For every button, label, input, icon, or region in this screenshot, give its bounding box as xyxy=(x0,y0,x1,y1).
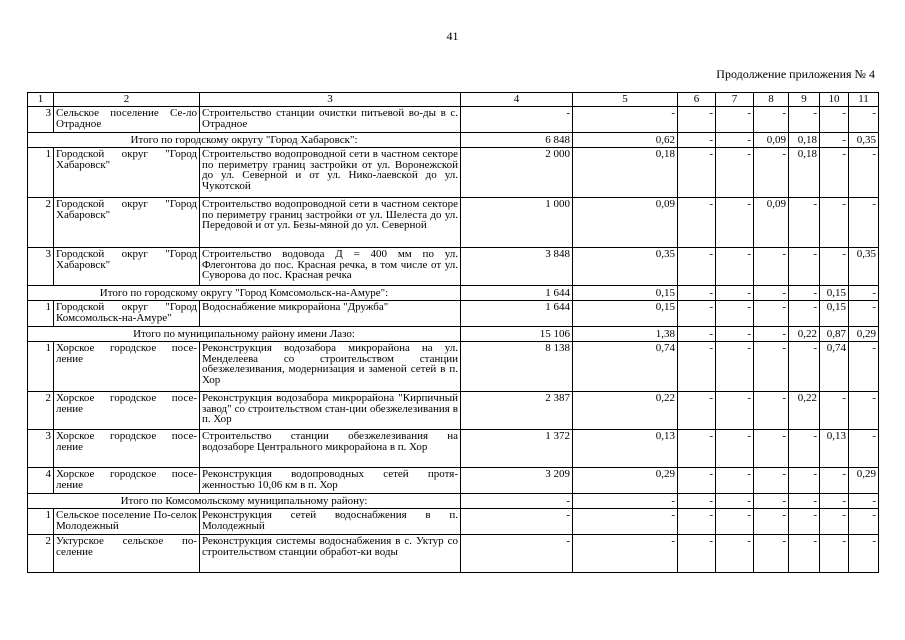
municipality-cell: Хорское городское посе-ление xyxy=(54,468,200,494)
value-cell-9: - xyxy=(789,107,820,133)
value-cell-9: 0,22 xyxy=(789,327,820,342)
subtotal-label: Итого по Комсомольскому муниципальному району: xyxy=(28,494,461,509)
value-cell-8: - xyxy=(754,301,789,327)
column-header-3: 3 xyxy=(200,93,461,107)
row-number: 1 xyxy=(28,301,54,327)
value-cell-5: - xyxy=(573,107,678,133)
value-cell-9: 0,18 xyxy=(789,148,820,198)
value-cell-4: - xyxy=(461,535,573,573)
column-header-5: 5 xyxy=(573,93,678,107)
value-cell-9: - xyxy=(789,286,820,301)
value-cell-10: 0,13 xyxy=(820,430,849,468)
row-number: 2 xyxy=(28,392,54,430)
subtotal-row xyxy=(28,494,879,509)
subtotal-row xyxy=(28,133,879,148)
value-cell-10: 0,74 xyxy=(820,342,849,392)
column-header-1: 1 xyxy=(28,93,54,107)
project-description-cell: Реконструкция сетей водоснабжения в п. Молодежный xyxy=(200,509,461,535)
row-number: 3 xyxy=(28,430,54,468)
value-cell-10: - xyxy=(820,148,849,198)
column-header-10: 10 xyxy=(820,93,849,107)
value-cell-11: - xyxy=(849,342,879,392)
value-cell-11: - xyxy=(849,430,879,468)
value-cell-4: 1 644 xyxy=(461,301,573,327)
value-cell-5: 0,22 xyxy=(573,392,678,430)
value-cell-9: - xyxy=(789,301,820,327)
column-header-9: 9 xyxy=(789,93,820,107)
value-cell-10: 0,15 xyxy=(820,286,849,301)
value-cell-10: - xyxy=(820,133,849,148)
value-cell-6: - xyxy=(678,148,716,198)
value-cell-11: 0,29 xyxy=(849,468,879,494)
value-cell-7: - xyxy=(716,148,754,198)
table-row xyxy=(28,148,879,198)
value-cell-9: - xyxy=(789,248,820,286)
value-cell-7: - xyxy=(716,468,754,494)
value-cell-9: - xyxy=(789,468,820,494)
municipality-cell: Сельское поселение По-селок Молодежный xyxy=(54,509,200,535)
value-cell-4: 1 000 xyxy=(461,198,573,248)
table-row xyxy=(28,198,879,248)
table-row xyxy=(28,301,879,327)
table-row xyxy=(28,430,879,468)
value-cell-6: - xyxy=(678,133,716,148)
value-cell-4: 3 209 xyxy=(461,468,573,494)
table-row xyxy=(28,248,879,286)
value-cell-6: - xyxy=(678,301,716,327)
table-row xyxy=(28,392,879,430)
value-cell-11: - xyxy=(849,509,879,535)
value-cell-6: - xyxy=(678,286,716,301)
project-description-cell: Строительство водовода Д = 400 мм по ул. Флегонтова до пос. Красная речка, в том числе от ул. Суворова до пос. Красная речка xyxy=(200,248,461,286)
row-number: 3 xyxy=(28,248,54,286)
municipality-cell: Городской округ "Город Комсомольск-на-Амуре" xyxy=(54,301,200,327)
table-row xyxy=(28,535,879,573)
project-description-cell: Водоснабжение микрорайона "Дружба" xyxy=(200,301,461,327)
value-cell-8: - xyxy=(754,392,789,430)
municipality-cell: Городской округ "Город Хабаровск" xyxy=(54,248,200,286)
subtotal-label: Итого по городскому округу "Город Комсомольск-на-Амуре": xyxy=(28,286,461,301)
value-cell-11: - xyxy=(849,107,879,133)
value-cell-5: - xyxy=(573,535,678,573)
value-cell-8: - xyxy=(754,342,789,392)
value-cell-10: - xyxy=(820,198,849,248)
project-description-cell: Реконструкция водозабора микрорайона "Кирпичный завод" со строительством стан-ции обезжелезивания в п. Хор xyxy=(200,392,461,430)
value-cell-6: - xyxy=(678,430,716,468)
column-header-8: 8 xyxy=(754,93,789,107)
value-cell-4: 6 848 xyxy=(461,133,573,148)
value-cell-11: - xyxy=(849,148,879,198)
header-row xyxy=(28,93,879,107)
value-cell-11: 0,29 xyxy=(849,327,879,342)
subtotal-row xyxy=(28,286,879,301)
value-cell-10: - xyxy=(820,392,849,430)
value-cell-8: - xyxy=(754,327,789,342)
value-cell-8: - xyxy=(754,148,789,198)
value-cell-4: 2 387 xyxy=(461,392,573,430)
value-cell-9: 0,22 xyxy=(789,392,820,430)
column-header-11: 11 xyxy=(849,93,879,107)
value-cell-7: - xyxy=(716,301,754,327)
value-cell-5: 0,29 xyxy=(573,468,678,494)
row-number: 4 xyxy=(28,468,54,494)
value-cell-7: - xyxy=(716,430,754,468)
value-cell-11: - xyxy=(849,494,879,509)
project-description-cell: Реконструкция системы водоснабжения в с. Уктур со строительством станции обработ-ки воды xyxy=(200,535,461,573)
value-cell-8: - xyxy=(754,509,789,535)
value-cell-8: - xyxy=(754,286,789,301)
value-cell-6: - xyxy=(678,468,716,494)
value-cell-8: - xyxy=(754,468,789,494)
value-cell-10: - xyxy=(820,509,849,535)
value-cell-7: - xyxy=(716,327,754,342)
value-cell-9: - xyxy=(789,342,820,392)
value-cell-8: 0,09 xyxy=(754,133,789,148)
project-description-cell: Строительство станции очистки питьевой во-ды в с. Отрадное xyxy=(200,107,461,133)
value-cell-4: 8 138 xyxy=(461,342,573,392)
value-cell-5: 1,38 xyxy=(573,327,678,342)
value-cell-5: - xyxy=(573,494,678,509)
value-cell-4: - xyxy=(461,107,573,133)
value-cell-11: - xyxy=(849,392,879,430)
value-cell-4: - xyxy=(461,509,573,535)
value-cell-9: - xyxy=(789,198,820,248)
value-cell-6: - xyxy=(678,392,716,430)
value-cell-4: 2 000 xyxy=(461,148,573,198)
row-number: 1 xyxy=(28,509,54,535)
value-cell-8: 0,09 xyxy=(754,198,789,248)
value-cell-11: 0,35 xyxy=(849,248,879,286)
value-cell-6: - xyxy=(678,248,716,286)
project-description-cell: Реконструкция водозабора микрорайона на ул. Менделеева со строительством станции обезжелезивания, модернизация и заменой сетей в п. Хор xyxy=(200,342,461,392)
value-cell-5: 0,15 xyxy=(573,301,678,327)
column-header-6: 6 xyxy=(678,93,716,107)
value-cell-5: 0,15 xyxy=(573,286,678,301)
value-cell-9: 0,18 xyxy=(789,133,820,148)
row-number: 2 xyxy=(28,535,54,573)
value-cell-5: 0,62 xyxy=(573,133,678,148)
project-description-cell: Строительство водопроводной сети в частном секторе по периметру границ застройки от ул. Шелеста до ул. Передовой и от ул. Безы-мяной до ул. Северной xyxy=(200,198,461,248)
value-cell-9: - xyxy=(789,509,820,535)
column-header-4: 4 xyxy=(461,93,573,107)
value-cell-7: - xyxy=(716,494,754,509)
value-cell-10: - xyxy=(820,535,849,573)
value-cell-7: - xyxy=(716,509,754,535)
value-cell-4: 1 372 xyxy=(461,430,573,468)
municipality-cell: Сельское поселение Се-ло Отрадное xyxy=(54,107,200,133)
value-cell-6: - xyxy=(678,535,716,573)
value-cell-10: - xyxy=(820,107,849,133)
value-cell-5: 0,74 xyxy=(573,342,678,392)
project-description-cell: Строительство водопроводной сети в частном секторе по периметру границ застройки от ул. Воронежской до ул. Северной и от ул. Нико-лаевской до ул. Чукотской xyxy=(200,148,461,198)
value-cell-10: 0,87 xyxy=(820,327,849,342)
value-cell-6: - xyxy=(678,342,716,392)
project-description-cell: Строительство станции обезжелезивания на водозаборе Центрального микрорайона в п. Хор xyxy=(200,430,461,468)
value-cell-5: 0,13 xyxy=(573,430,678,468)
value-cell-8: - xyxy=(754,494,789,509)
value-cell-11: - xyxy=(849,535,879,573)
value-cell-4: - xyxy=(461,494,573,509)
value-cell-7: - xyxy=(716,107,754,133)
municipality-cell: Уктурское сельское по-селение xyxy=(54,535,200,573)
municipality-cell: Хорское городское посе-ление xyxy=(54,392,200,430)
value-cell-7: - xyxy=(716,248,754,286)
municipality-cell: Городской округ "Город Хабаровск" xyxy=(54,148,200,198)
value-cell-10: - xyxy=(820,248,849,286)
value-cell-6: - xyxy=(678,494,716,509)
value-cell-6: - xyxy=(678,327,716,342)
value-cell-7: - xyxy=(716,198,754,248)
data-table xyxy=(27,92,879,573)
value-cell-5: 0,09 xyxy=(573,198,678,248)
value-cell-8: - xyxy=(754,535,789,573)
municipality-cell: Хорское городское посе-ление xyxy=(54,430,200,468)
value-cell-11: 0,35 xyxy=(849,133,879,148)
project-description-cell: Реконструкция водопроводных сетей протя-женностью 10,06 км в п. Хор xyxy=(200,468,461,494)
table-row xyxy=(28,342,879,392)
subtotal-row xyxy=(28,327,879,342)
continuation-label: Продолжение приложения № 4 xyxy=(716,67,875,81)
value-cell-11: - xyxy=(849,301,879,327)
value-cell-7: - xyxy=(716,535,754,573)
value-cell-11: - xyxy=(849,286,879,301)
table-body xyxy=(28,107,879,573)
value-cell-10: - xyxy=(820,468,849,494)
value-cell-6: - xyxy=(678,107,716,133)
page-number: 41 xyxy=(446,29,459,43)
municipality-cell: Городской округ "Город Хабаровск" xyxy=(54,198,200,248)
value-cell-9: - xyxy=(789,535,820,573)
value-cell-4: 3 848 xyxy=(461,248,573,286)
row-number: 3 xyxy=(28,107,54,133)
table-row xyxy=(28,468,879,494)
subtotal-label: Итого по муниципальному району имени Лазо: xyxy=(28,327,461,342)
value-cell-8: - xyxy=(754,248,789,286)
value-cell-7: - xyxy=(716,392,754,430)
value-cell-5: 0,35 xyxy=(573,248,678,286)
row-number: 1 xyxy=(28,148,54,198)
value-cell-6: - xyxy=(678,198,716,248)
value-cell-4: 1 644 xyxy=(461,286,573,301)
value-cell-7: - xyxy=(716,286,754,301)
table-row xyxy=(28,107,879,133)
value-cell-11: - xyxy=(849,198,879,248)
column-header-2: 2 xyxy=(54,93,200,107)
value-cell-7: - xyxy=(716,133,754,148)
value-cell-8: - xyxy=(754,430,789,468)
value-cell-9: - xyxy=(789,494,820,509)
value-cell-9: - xyxy=(789,430,820,468)
value-cell-5: - xyxy=(573,509,678,535)
value-cell-5: 0,18 xyxy=(573,148,678,198)
row-number: 1 xyxy=(28,342,54,392)
row-number: 2 xyxy=(28,198,54,248)
subtotal-label: Итого по городскому округу "Город Хабаровск": xyxy=(28,133,461,148)
value-cell-4: 15 106 xyxy=(461,327,573,342)
municipality-cell: Хорское городское посе-ление xyxy=(54,342,200,392)
value-cell-7: - xyxy=(716,342,754,392)
value-cell-6: - xyxy=(678,509,716,535)
value-cell-10: - xyxy=(820,494,849,509)
table-row xyxy=(28,509,879,535)
column-header-7: 7 xyxy=(716,93,754,107)
value-cell-8: - xyxy=(754,107,789,133)
value-cell-10: 0,15 xyxy=(820,301,849,327)
